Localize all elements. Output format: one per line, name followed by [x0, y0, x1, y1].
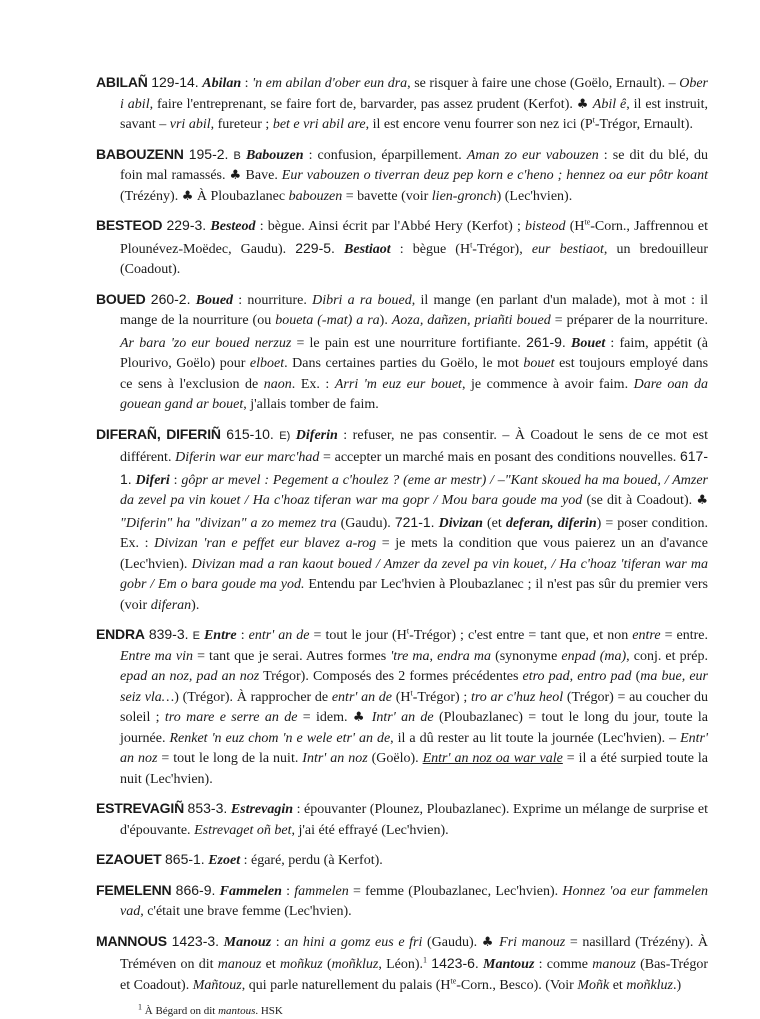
- entry-estrevagin: ESTREVAGIÑ 853-3. Estrevagin : épouvanter (Plounez, Ploubazlanec). Exprime un mélange de surprise et d'épouvante. Estrevaget oñ bet, j'ai été effrayé (Lec'hvien).: [96, 800, 709, 838]
- page-ref: 261-9.: [526, 333, 566, 350]
- entry-abilan: ABILAÑ 129-14. Abilan : 'n em abilan d'ober eun dra, se risquer à faire une chose (Goëlo, Ernault). – Ober i abil, faire l'entreprenant, se faire fort de, barvarder, pas assez prudent (Kerfot). ♣ Abil ê, il est instruit, savant – vri abil, fureteur ; bet e vri abil are, il est encore venu fourrer son nez ici ($P^t$-Trégor, Ernault).: [96, 74, 709, 132]
- page-ref: 853-3.: [187, 800, 228, 816]
- page-ref: 1423-3.: [171, 932, 220, 949]
- entry-femelenn: FEMELENN 866-9. Fammelen : fammelen = femme (Ploubazlanec, Lec'hvien). Honnez 'oa eur fammelen vad, c'était une brave femme (Lec'hvien).: [96, 881, 709, 919]
- entry-diferan: DIFERAÑ, DIFERIÑ 615-10. E) Diferin : refuser, ne pas consentir. – À Coadout le sens de ce mot est différent. Diferin war eur marc'had = accepter un marché mais en posant des conditions nouvelles. 617-1. Diferi : gôpr ar mevel : Pegement a c'houlez ? (eme ar mestr) / –"Kant skoued ha ma boued, / Amzer da zevel pa vin kouet / Ha c'hoaz tiferan war ma gopr / Mou bara goude ma yod (se dit à Coadout). ♣ "Diferin" ha "divizan" a zo memez tra (Gaudu). 721-1. Divizan (et deferan, diferin) = poser condition. Ex. : Divizan 'ran e peffet eur blavez a-rog = je mets la condition que vous paierez un an d'avance (Lec'hvien). Divizan mad a ran kaout boued / Amzer da zevel pa vin kouet, / Ha c'hoaz 'tiferan war ma gobr / Em o bara goude ma yod. Entendu par Lec'hvien à Ploubazlanec ; il n'est pas sûr du premier vers (voir diferan).: [96, 425, 709, 613]
- club-icon: ♣: [696, 493, 708, 508]
- headword: DIFERAÑ, DIFERIÑ: [96, 425, 221, 442]
- headword: EZAOUET: [96, 851, 162, 867]
- page-ref: 721-1.: [394, 513, 435, 530]
- club-icon: ♣: [576, 96, 589, 112]
- source-mark: E): [279, 429, 291, 442]
- page-ref: 1423-6.: [431, 955, 479, 971]
- headword: BOUED: [96, 290, 146, 307]
- club-icon: ♣: [229, 168, 242, 183]
- entry-boued: BOUED 260-2. Boued : nourriture. Dibri a ra boued, il mange (en parlant d'un malade), mot à mot : il mange de la nourriture (ou boueta (-mat) a ra). Aoza, dañzen, priañti boued = préparer de la nourriture. Ar bara 'zo eur boued nerzuz = le pain est une nourriture fortifiante. 261-9. Bouet : faim, appétit (à Plourivo, Goëlo) pour elboet. Dans certaines parties du Goëlo, le mot bouet est toujours employé dans ce sens à l'exclusion de naon. Ex. : Arri 'm euz eur bouet, je commence à avoir faim. Dare oan da gouean gand ar bouet, j'allais tomber de faim.: [96, 290, 709, 412]
- footnote-italic: mantous: [218, 1005, 256, 1017]
- headword: BESTEOD: [96, 217, 163, 233]
- club-icon: ♣: [352, 710, 367, 725]
- entry-babouzenn: BABOUZENN 195-2. B Babouzen : confusion, éparpillement. Aman zo eur vabouzen : se dit du blé, du foin mal ramassés. ♣ Bave. Eur vabouzen o tiverran deuz pep korn e c'heno ; hennez oa eur pôtr koant (Trézény). ♣ À Ploubazlanec babouzen = bavette (voir lien-gronch) (Lec'hvien).: [96, 145, 709, 204]
- entry-ezaouet: EZAOUET 865-1. Ezoet : égaré, perdu (à Kerfot).: [96, 851, 383, 868]
- headword: ESTREVAGIÑ: [96, 800, 184, 816]
- page-ref: 260-2.: [150, 290, 191, 307]
- club-icon: ♣: [481, 934, 495, 950]
- source-mark: E: [192, 630, 200, 642]
- page-ref: 229-5.: [295, 239, 335, 256]
- page-ref: 839-3.: [148, 626, 189, 642]
- footnote-tail: . HSK: [255, 1005, 283, 1017]
- footnote-text: À Bégard on dit: [144, 1005, 216, 1017]
- page-ref: 195-2.: [188, 145, 229, 162]
- headword: MANNOUS: [96, 932, 167, 949]
- headword: ABILAÑ: [96, 74, 148, 90]
- source-mark: B: [233, 149, 241, 162]
- page-ref: 866-9.: [175, 881, 216, 898]
- page-ref: 617-1.: [120, 448, 708, 487]
- page-ref: 615-10.: [226, 425, 274, 442]
- entry-endra: ENDRA 839-3. E Entre : entr' an de = tout le jour $(H^t-Trégor)$ ; c'est entre = tant que, et non entre = entre. Entre ma vin = tant que je serai. Autres formes 'tre ma, endra ma (synonyme enpad (ma), conj. et prép. epad an noz, pad an noz Trégor). Composés des 2 formes précédentes etro pad, entro pad (ma bue, eur seiz vla…) (Trégor). À rapprocher de entr' an de $(H^t-Trégor)$ ; tro ar c'huz heol (Trégor) = au coucher du soleil ; tro mare e serre an de = idem. ♣ Intr' an de (Ploubazlanec) = tout le long du jour, toute la journée. Renket 'n euz chom 'n e wele etr' an de, il a dû rester au lit toute la journée (Lec'hvien). – Entr' an noz = tout le long de la nuit. Intr' an noz (Goëlo). Entr' an noz oa war vale = il a été surpied toute la nuit (Lec'hvien).: [96, 626, 709, 787]
- page-ref: 865-1.: [165, 851, 205, 867]
- page-ref: 129-14.: [151, 74, 199, 90]
- headword: ENDRA: [96, 626, 145, 642]
- footnote: [138, 1004, 708, 1019]
- headword: BABOUZENN: [96, 145, 184, 162]
- page-ref: 229-3.: [166, 217, 207, 233]
- club-icon: ♣: [181, 188, 194, 204]
- headword: FEMELENN: [96, 881, 172, 898]
- entry-mannous: MANNOUS 1423-3. Manouz : an hini a gomz eus e fri (Gaudu). ♣ Fri manouz = nasillard (Trézény). À Tréméven on dit manouz et moñkuz (moñkluz, Léon).$^1$ 1423-6. Mantouz : comme manouz (Bas-Trégor et Coadout). Mañtouz, qui parle naturellement du palais ($H^{te}$-Corn., Besco). (Voir Moñk et moñkluz.): [96, 932, 709, 993]
- entry-besteod: BESTEOD 229-3. Besteod : bègue. Ainsi écrit par l'Abbé Hery (Kerfot) ; bisteod ($H^{te}$-Corn., Jaffrennou et Plounévez-Moëdec, Gaudu). 229-5. Bestiaot : bègue $(H^t-Trégor)$, eur bestiaot, un bredouilleur (Coadout).: [96, 217, 709, 277]
- footnote-number: 1: [138, 1002, 142, 1012]
